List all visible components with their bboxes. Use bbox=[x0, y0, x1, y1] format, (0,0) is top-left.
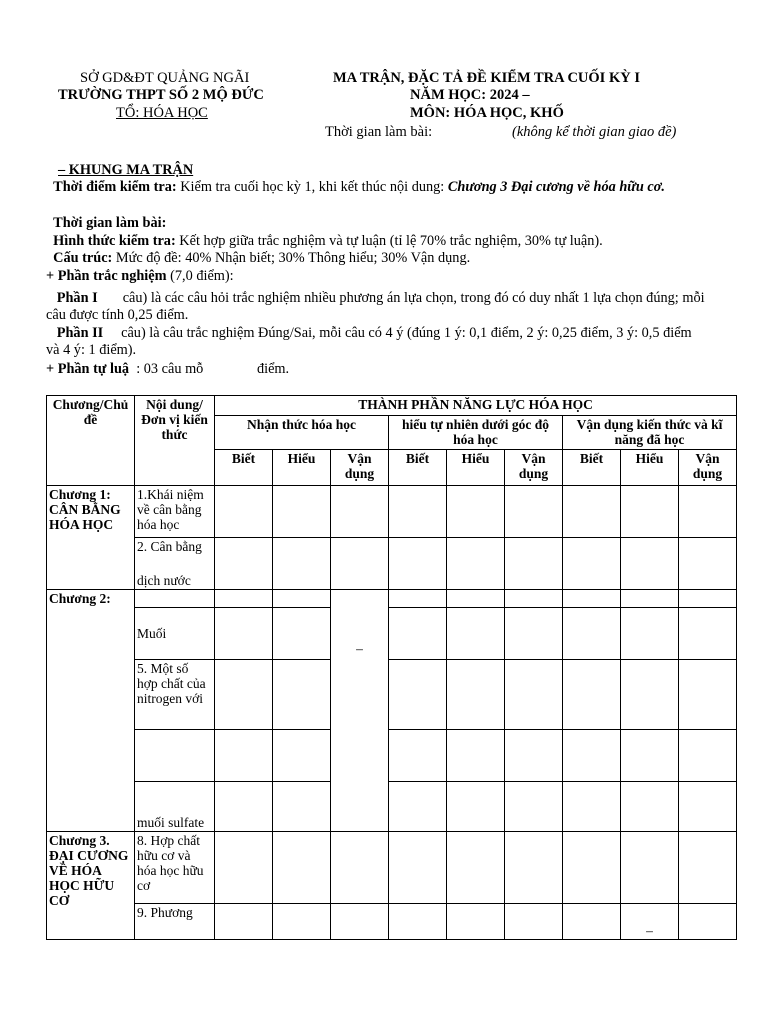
col-content-header: Nội dung/ Đơn vị kiến thức bbox=[135, 396, 215, 486]
level-header: Biết bbox=[215, 450, 273, 486]
content-item-2-line1: 2. Cân bằng bbox=[137, 539, 202, 554]
time-check-paragraph bbox=[46, 179, 706, 196]
time-note: (không kể thời gian giao đề) bbox=[512, 124, 677, 140]
content-item-sulfate: muối sulfate bbox=[135, 782, 215, 832]
duration-text: Thời gian làm bài: bbox=[53, 215, 167, 231]
col-chapter-header: Chương/Chủ đề bbox=[47, 396, 135, 486]
mcq-paragraph bbox=[46, 268, 706, 285]
essay-text: : 03 câu mỗ bbox=[136, 361, 204, 377]
doc-title: MA TRẬN, ĐẶC TẢ ĐỀ KIỂM TRA CUỐI KỲ I bbox=[333, 70, 640, 86]
time-check-italic: Chương 3 Đại cương về hóa hữu cơ. bbox=[447, 179, 665, 195]
part2-text: câu) là câu trắc nghiệm Đúng/Sai, mỗi câu có 4 ý (đúng 1 ý: 0,1 điểm, 2 ý: 0,25 điểm, 3 ý: 0,5 điểm và 4 ý: 1 điểm). bbox=[46, 325, 692, 358]
school-name: TRƯỜNG THPT SỐ 2 MỘ ĐỨC bbox=[58, 87, 264, 103]
level-header: Vận dụng bbox=[679, 450, 737, 486]
content-item-salt: Muối bbox=[135, 608, 215, 660]
time-check-text: Kiểm tra cuối học kỳ 1, khi kết thúc nội dung: bbox=[176, 179, 448, 195]
part2-label: Phần II bbox=[56, 325, 104, 341]
level-header: Biết bbox=[389, 450, 447, 486]
competency-group-header: THÀNH PHẦN NĂNG LỰC HÓA HỌC bbox=[215, 396, 737, 416]
part1-label: Phần I bbox=[56, 290, 98, 306]
chapter-2-cell: Chương 2: bbox=[47, 590, 135, 832]
level-header: Vận dụng bbox=[331, 450, 389, 486]
content-item-2-line2: dịch nước bbox=[137, 573, 191, 588]
level-header: Hiểu bbox=[621, 450, 679, 486]
mcq-text: (7,0 điểm): bbox=[166, 268, 234, 284]
competency-1-header: Nhận thức hóa học bbox=[215, 416, 389, 450]
level-header: Hiểu bbox=[273, 450, 331, 486]
form-text: Kết hợp giữa trắc nghiệm và tự luận (tỉ lệ 70% trắc nghiệm, 30% tự luận). bbox=[175, 233, 603, 249]
competency-2-header: hiểu tự nhiên dưới góc độ hóa học bbox=[389, 416, 563, 450]
section-heading: – KHUNG MA TRẬN bbox=[58, 162, 194, 178]
time-label: Thời gian làm bài: bbox=[325, 124, 433, 140]
chapter-3-cell: Chương 3. ĐẠI CƯƠNG VỀ HÓA HỌC HỮU CƠ bbox=[47, 832, 135, 940]
struct-label: Cấu trúc: bbox=[53, 250, 113, 266]
time-check-label: Thời điểm kiểm tra: bbox=[53, 179, 177, 195]
content-item-8: 8. Hợp chất hữu cơ và hóa học hữu cơ bbox=[135, 832, 215, 904]
dash-mark-chapter-3: – bbox=[621, 904, 679, 940]
mcq-label: + Phần trắc nghiệm bbox=[46, 268, 167, 284]
part2-paragraph bbox=[46, 325, 706, 359]
group-name: TỔ: HÓA HỌC bbox=[116, 105, 208, 121]
level-header: Hiểu bbox=[447, 450, 505, 486]
dept-name: SỞ GD&ĐT QUẢNG NGÃI bbox=[80, 70, 250, 86]
school-year: NĂM HỌC: 2024 – bbox=[410, 87, 530, 103]
form-label: Hình thức kiểm tra: bbox=[53, 233, 176, 249]
essay-paragraph bbox=[46, 361, 706, 378]
struct-paragraph bbox=[46, 250, 706, 267]
competency-matrix-table bbox=[46, 395, 737, 940]
content-item-1: 1.Khái niệm về cân bằng hóa học bbox=[135, 486, 215, 538]
competency-3-header: Vận dụng kiến thức và kĩ năng đã học bbox=[563, 416, 737, 450]
merged-dash-cell bbox=[331, 590, 389, 832]
part1-text: câu) là các câu hỏi trắc nghiệm nhiều phương án lựa chọn, trong đó có duy nhất 1 lựa chọn đúng; mỗi câu được tính 0,25 điểm. bbox=[46, 290, 705, 323]
struct-text: Mức độ đề: 40% Nhận biết; 30% Thông hiểu; 30% Vận dụng. bbox=[112, 250, 471, 266]
essay-label: + Phần tự luậ bbox=[46, 361, 130, 377]
essay-tail: điểm. bbox=[256, 361, 290, 377]
duration-label bbox=[46, 215, 706, 232]
content-item-2 bbox=[135, 538, 215, 590]
subject-line: MÔN: HÓA HỌC, KHỐ bbox=[410, 105, 564, 121]
form-paragraph bbox=[46, 233, 706, 250]
content-item-5: 5. Một số hợp chất của nitrogen với bbox=[135, 660, 215, 730]
chapter-1-cell: Chương 1: CÂN BẰNG HÓA HỌC bbox=[47, 486, 135, 590]
level-header: Biết bbox=[563, 450, 621, 486]
content-item-9: 9. Phương bbox=[135, 904, 215, 940]
level-header: Vận dụng bbox=[505, 450, 563, 486]
dash-mark: – bbox=[356, 640, 363, 656]
part1-paragraph bbox=[46, 290, 706, 324]
